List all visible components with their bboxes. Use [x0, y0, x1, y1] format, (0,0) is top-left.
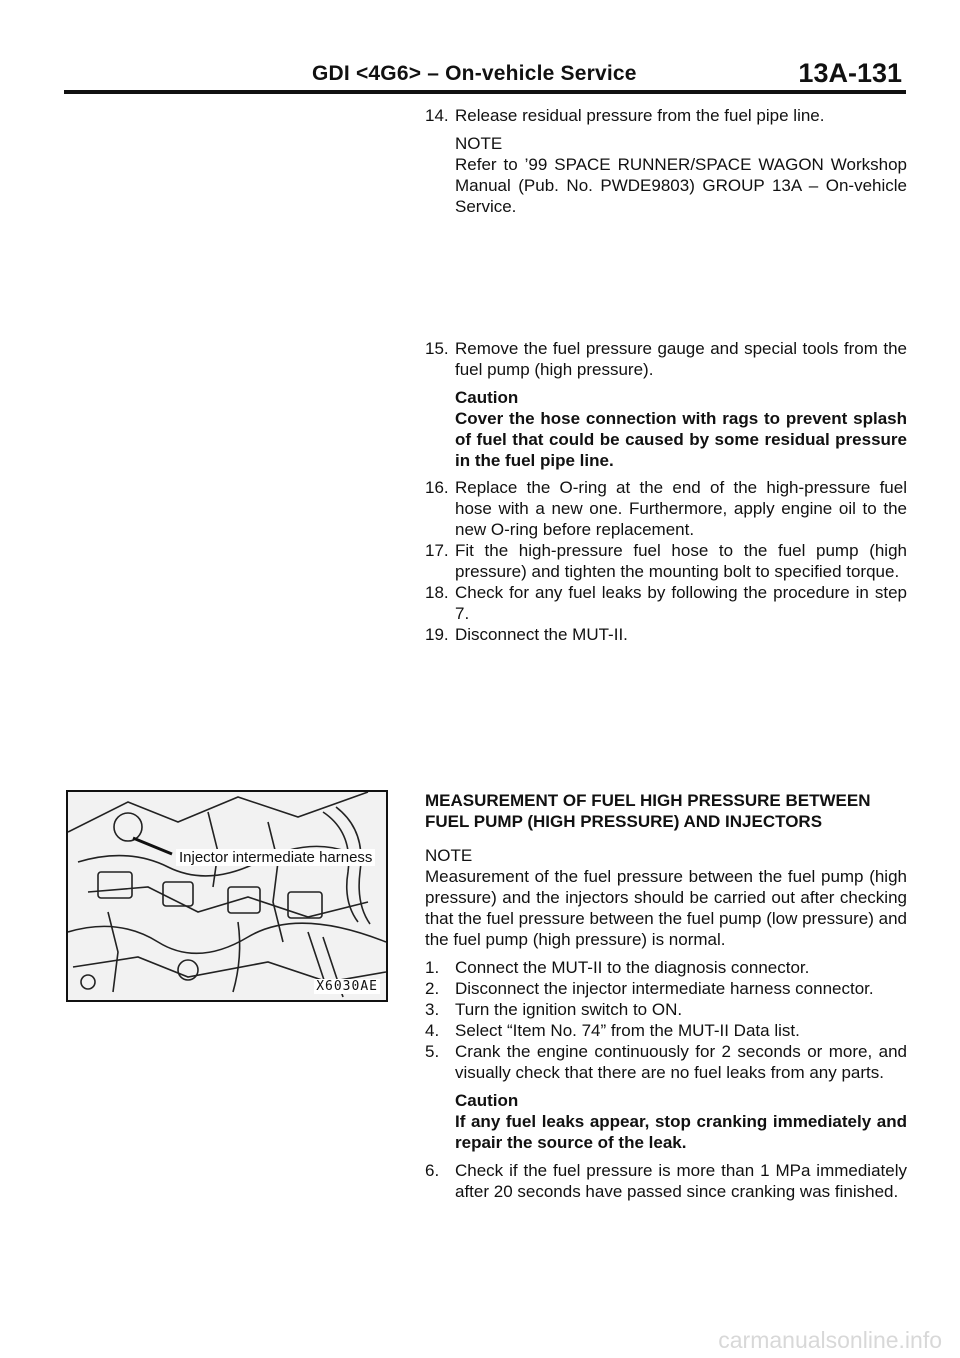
- engine-illustration: [68, 792, 386, 1000]
- step-item: [425, 978, 907, 999]
- step-number: 2.: [425, 979, 440, 998]
- caution-body: Cover the hose connection with rags to prevent splash of fuel that could be caused by some residual pressure in the fuel pipe line.: [455, 409, 907, 470]
- step-text: Disconnect the MUT-II.: [455, 625, 628, 644]
- step-text: Turn the ignition switch to ON.: [455, 1000, 683, 1019]
- step-number: 5.: [425, 1042, 440, 1061]
- step-text: Connect the MUT-II to the diagnosis connector.: [455, 958, 810, 977]
- step-number: 4.: [425, 1021, 440, 1040]
- note-title: NOTE: [455, 134, 503, 153]
- step-number: 6.: [425, 1161, 440, 1180]
- step-number: 18.: [425, 583, 449, 602]
- step-text: Check if the fuel pressure is more than 1 MPa immediately after 20 seconds have passed since cranking was finished.: [455, 1161, 907, 1201]
- step-item: [425, 338, 907, 380]
- step-number: 16.: [425, 478, 449, 497]
- measurement-section: [425, 790, 907, 1202]
- step-text: Select “Item No. 74” from the MUT-II Data list.: [455, 1021, 800, 1040]
- engine-figure: [66, 790, 388, 1002]
- step-number: 19.: [425, 625, 449, 644]
- step-text: Remove the fuel pressure gauge and special tools from the fuel pump (high pressure).: [455, 339, 907, 379]
- step-item: [425, 957, 907, 978]
- page-title: GDI <4G6> – On-vehicle Service: [312, 62, 637, 85]
- step-number: 15.: [425, 339, 449, 358]
- figure-code: X6030AE: [316, 979, 378, 994]
- caution-title: Caution: [455, 1091, 519, 1110]
- step-item: [425, 582, 907, 624]
- step-item: [425, 624, 907, 645]
- step-text: Fit the high-pressure fuel hose to the fuel pump (high pressure) and tighten the mounting bolt to specified torque.: [455, 541, 907, 581]
- step-item: [425, 1160, 907, 1202]
- caution-title: Caution: [455, 388, 519, 407]
- step-number: 1.: [425, 958, 440, 977]
- step-item: [425, 477, 907, 540]
- site-watermark: carmanualsonline.info: [718, 1327, 942, 1353]
- step-number: 3.: [425, 1000, 440, 1019]
- section-heading: MEASUREMENT OF FUEL HIGH PRESSURE BETWEEN FUEL PUMP (HIGH PRESSURE) AND INJECTORS: [425, 791, 871, 831]
- step-text: Crank the engine continuously for 2 seconds or more, and visually check that there are no fuel leaks from any parts.: [455, 1042, 907, 1082]
- step-item: [425, 1020, 907, 1041]
- step-text: Check for any fuel leaks by following the procedure in step 7.: [455, 583, 907, 623]
- steps-15-19-block: [425, 338, 907, 645]
- step-text: Release residual pressure from the fuel pipe line.: [455, 106, 825, 125]
- page-number: 13A-131: [798, 58, 902, 88]
- caution-body: If any fuel leaks appear, stop cranking immediately and repair the source of the leak.: [455, 1112, 907, 1152]
- header-divider: [64, 90, 906, 94]
- note-body: Measurement of the fuel pressure between the fuel pump (high pressure) and the injectors should be carried out after checking that the fuel pressure between the fuel pump (low pressure) and the fuel pump (high pressure) is normal.: [425, 867, 907, 949]
- step-number: 14.: [425, 106, 449, 125]
- step-number: 17.: [425, 541, 449, 560]
- step-item: [425, 1041, 907, 1083]
- step-item: [425, 999, 907, 1020]
- note-title: NOTE: [425, 846, 473, 865]
- step-text: Disconnect the injector intermediate harness connector.: [455, 979, 874, 998]
- step-14-block: [425, 105, 907, 217]
- step-item: [425, 540, 907, 582]
- figure-callout-label: Injector intermediate harness: [176, 849, 375, 866]
- step-item: [425, 105, 907, 126]
- note-body: Refer to ’99 SPACE RUNNER/SPACE WAGON Workshop Manual (Pub. No. PWDE9803) GROUP 13A – On-vehicle Service.: [455, 155, 907, 216]
- step-text: Replace the O-ring at the end of the high-pressure fuel hose with a new one. Furthermore, apply engine oil to the new O-ring before replacement.: [455, 478, 907, 539]
